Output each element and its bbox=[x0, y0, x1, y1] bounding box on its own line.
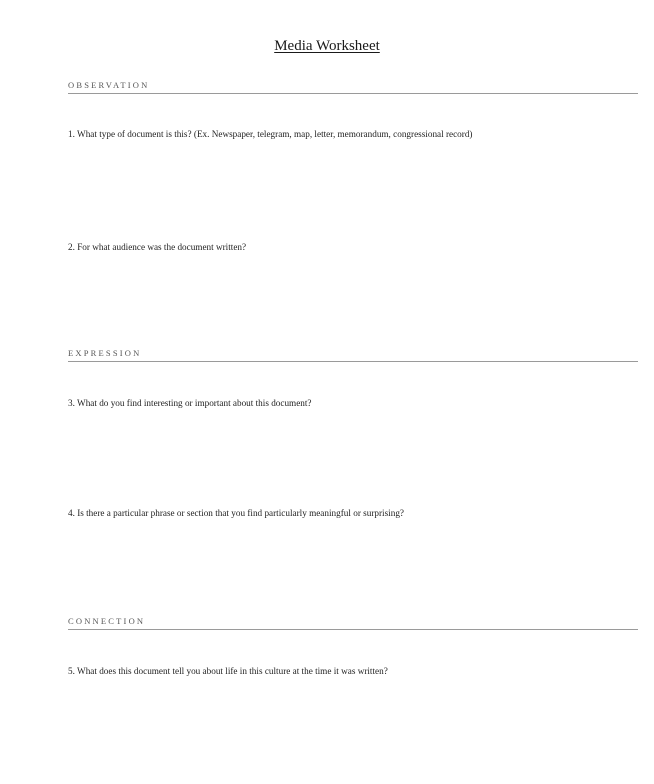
question-4: 4. Is there a particular phrase or section that you find particularly meaningful or surprising? bbox=[68, 508, 404, 518]
section-label-observation: OBSERVATION bbox=[68, 80, 150, 90]
question-5: 5. What does this document tell you about life in this culture at the time it was written? bbox=[68, 666, 388, 676]
section-label-connection: CONNECTION bbox=[68, 616, 146, 626]
section-divider bbox=[68, 629, 638, 630]
question-1: 1. What type of document is this? (Ex. Newspaper, telegram, map, letter, memorandum, congressional record) bbox=[68, 129, 473, 139]
question-2: 2. For what audience was the document written? bbox=[68, 242, 247, 252]
section-divider bbox=[68, 361, 638, 362]
section-observation bbox=[68, 80, 638, 94]
page-title: Media Worksheet bbox=[274, 38, 380, 54]
section-expression bbox=[68, 348, 638, 362]
section-connection bbox=[68, 616, 638, 630]
question-3: 3. What do you find interesting or important about this document? bbox=[68, 398, 312, 408]
section-divider bbox=[68, 93, 638, 94]
section-label-expression: EXPRESSION bbox=[68, 348, 142, 358]
